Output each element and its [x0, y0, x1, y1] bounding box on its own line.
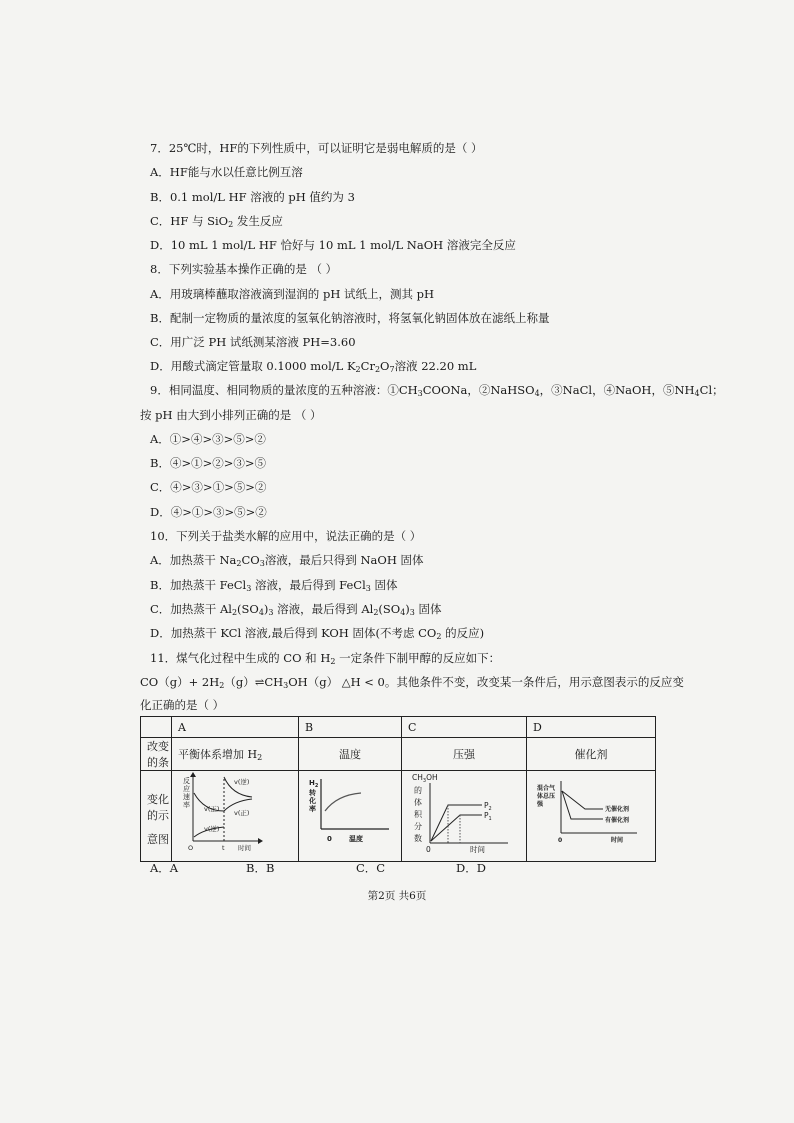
- ylabel-sub: 2: [314, 783, 319, 789]
- label-no-catalyst: 无催化剂: [605, 806, 630, 813]
- text: ): [405, 602, 410, 616]
- sub: 2: [231, 608, 238, 617]
- q9-stem-2: 按 pH 由大到小排列正确的是 （ ）: [140, 408, 322, 422]
- choice-a: A．A: [150, 861, 179, 875]
- sub: 7: [389, 365, 395, 374]
- label-v-fwd: v(正): [204, 805, 220, 813]
- t-label: t: [222, 844, 225, 852]
- text: C．HF 与 SiO: [150, 214, 229, 228]
- q10-option-b: [150, 578, 398, 592]
- graph-c: [408, 771, 526, 858]
- graph-a: [178, 771, 298, 858]
- row-label: [141, 771, 172, 862]
- p1-sub: 1: [488, 816, 492, 822]
- sub: 4: [694, 389, 700, 398]
- text: 的反应): [441, 626, 485, 640]
- table-row: [141, 771, 656, 862]
- q11-stem: [150, 651, 500, 665]
- text: 溶液，最后得到 FeCl: [251, 578, 366, 592]
- curve-no-catalyst: [562, 791, 603, 809]
- text: 平衡体系增加 H: [178, 748, 258, 761]
- q7-option-b: B．0.1 mol/L HF 溶液的 pH 值约为 3: [150, 190, 355, 204]
- title-post: OH: [426, 773, 438, 782]
- cond-c: 压强: [402, 738, 527, 771]
- text: COONa，②NaHSO: [422, 383, 535, 397]
- table-cell: [141, 717, 172, 738]
- ylabel-char: 的: [414, 786, 422, 795]
- p1-label: [484, 811, 492, 822]
- q7-stem: 7．25℃时，HF的下列性质中，可以证明它是弱电解质的是（ ）: [150, 141, 483, 155]
- q11-equation: [140, 675, 684, 689]
- graph-b-cell: [299, 771, 402, 862]
- q9-stem: [150, 383, 724, 397]
- sub: 4: [534, 389, 540, 398]
- origin-label: 0: [327, 835, 332, 843]
- ylabel-line: 混合气: [537, 785, 556, 792]
- q8-stem: 8．下列实验基本操作正确的是 （ ）: [150, 262, 338, 276]
- choice-b: B．B: [246, 861, 275, 875]
- graph-b: [305, 771, 401, 858]
- q9-option-b: B．④>①>②>③>⑤: [150, 456, 266, 470]
- q7-option-c: [150, 214, 283, 228]
- title: [412, 773, 438, 784]
- graph-d: [533, 771, 655, 858]
- ylabel-char: 体: [414, 798, 422, 807]
- graph-a-cell: [172, 771, 299, 862]
- text: 一定条件下制甲醇的反应如下：: [335, 651, 501, 665]
- table-row: [141, 738, 656, 771]
- ylabel-h: H: [309, 779, 315, 787]
- sub: 3: [268, 608, 274, 617]
- ylabel-char: 化: [309, 797, 316, 805]
- text: CO: [241, 553, 260, 567]
- ylabel-char: 转: [309, 789, 316, 797]
- table-row: [141, 717, 656, 738]
- text: CO（g）+ 2H: [140, 675, 220, 689]
- p1-pre: P: [484, 811, 489, 820]
- page-footer: 第2页 共6页: [367, 890, 427, 902]
- q8-option-a: A．用玻璃棒蘸取溶液滴到湿润的 pH 试纸上，测其 pH: [150, 287, 435, 301]
- text: 溶液，最后只得到 NaOH 固体: [264, 553, 424, 567]
- q9-option-c: C．④>③>①>⑤>②: [150, 480, 267, 494]
- q8-option-b: B．配制一定物质的量浓度的氢氧化钠溶液时，将氢氧化钠固体放在滤纸上称量: [150, 311, 550, 325]
- curve-p1: [431, 815, 482, 841]
- q7-option-d: D．10 mL 1 mol/L HF 恰好与 10 mL 1 mol/L NaOH 溶液完全反应: [150, 238, 516, 252]
- text: 发生反应: [233, 214, 283, 228]
- sub: 2: [374, 365, 381, 374]
- ylabel-main: [309, 779, 319, 789]
- text: Cl；: [699, 383, 724, 397]
- label-v-inv: v(逆): [204, 825, 220, 833]
- q10-option-c: [150, 602, 442, 616]
- sub: 3: [365, 584, 371, 593]
- sub: 4: [400, 608, 406, 617]
- text: (SO: [378, 602, 401, 616]
- cond-b: 温度: [299, 738, 402, 771]
- text: B．加热蒸干 FeCl: [150, 578, 247, 592]
- q8-option-c: C．用广泛 PH 试纸测某溶液 PH=3.60: [150, 335, 356, 349]
- curve-p2: [431, 805, 482, 841]
- ylabel-char: 反: [183, 777, 190, 785]
- q10-option-d: [150, 626, 484, 640]
- ylabel-char: 速: [183, 793, 190, 801]
- p2-pre: P: [484, 801, 489, 810]
- ylabel-char: 率: [309, 805, 316, 813]
- text: 固体: [370, 578, 398, 592]
- text: 11．煤气化过程中生成的 CO 和 H: [150, 651, 331, 665]
- text: 9．相同温度、相同物质的量浓度的五种溶液：①CH: [150, 383, 418, 397]
- sub: 3: [283, 681, 289, 690]
- text: ): [263, 602, 269, 616]
- q11-stem-3: 化正确的是（ ）: [140, 698, 225, 712]
- graph-d-cell: [527, 771, 656, 862]
- arrow-icon: [258, 838, 263, 844]
- label-v-inv-top: v(逆): [234, 778, 250, 786]
- sub: 2: [257, 753, 263, 762]
- title-pre: CH: [412, 773, 423, 782]
- xlabel: 时间: [470, 845, 485, 854]
- sub: 2: [373, 608, 379, 617]
- table-cell: D: [527, 717, 656, 738]
- label-v-fwd-right: v(正): [234, 809, 250, 817]
- text: OH（g） △H < 0。其他条件不变，改变某一条件后，用示意图表示的反应变: [288, 675, 684, 689]
- table-cell: B: [299, 717, 402, 738]
- ylabel-line: 体总压: [537, 793, 556, 800]
- xlabel: 时间: [611, 837, 624, 844]
- origin-label: 0: [558, 837, 563, 844]
- cond-d: 催化剂: [527, 738, 656, 771]
- sub: 2: [436, 632, 442, 641]
- text: （g）⇌CH: [224, 675, 284, 689]
- row-label: 改变的条: [141, 738, 172, 771]
- q9-option-d: D．④>①>③>⑤>②: [150, 505, 267, 519]
- ylabel-char: 应: [183, 785, 190, 793]
- ylabel-line: 强: [537, 801, 544, 808]
- cond-a: [172, 738, 299, 771]
- text: ，③NaCl，④NaOH，⑤NH: [539, 383, 695, 397]
- text: Cr: [360, 359, 375, 373]
- sub: 2: [219, 681, 225, 690]
- xlabel: 温度: [349, 835, 363, 843]
- sub: 2: [228, 220, 234, 229]
- ylabel-char: 数: [414, 834, 422, 843]
- row-label-line: 变化的示: [147, 793, 169, 822]
- sub: 2: [330, 657, 336, 666]
- sub: 4: [258, 608, 264, 617]
- xlabel: 时间: [238, 844, 251, 852]
- ylabel-char: 分: [414, 822, 422, 831]
- arrow-icon: [190, 772, 196, 777]
- table-cell: C: [402, 717, 527, 738]
- choice-c: C．C: [356, 861, 386, 875]
- q7-option-a: A．HF能与水以任意比例互溶: [150, 165, 303, 179]
- p2-sub: 2: [488, 806, 492, 812]
- text: O: [380, 359, 390, 373]
- title-sub: 3: [422, 778, 427, 784]
- text: 溶液，最后得到 Al: [273, 602, 374, 616]
- text: D．加热蒸干 KCl 溶液,最后得到 KOH 固体(不考虑 CO: [150, 626, 437, 640]
- sub: 2: [355, 365, 361, 374]
- origin-label: 0: [426, 845, 431, 854]
- sub: 3: [259, 559, 265, 568]
- q11-table: [140, 716, 656, 862]
- text: 固体: [414, 602, 442, 616]
- q8-option-d: [150, 359, 476, 373]
- text: A．加热蒸干 Na: [150, 553, 237, 567]
- sub: 3: [409, 608, 415, 617]
- graph-c-cell: [402, 771, 527, 862]
- text: D．用酸式滴定管量取 0.1000 mol/L K: [150, 359, 356, 373]
- sub: 2: [236, 559, 242, 568]
- q10-stem: 10．下列关于盐类水解的应用中，说法正确的是（ ）: [150, 529, 422, 543]
- row-label-line: 意图: [147, 833, 169, 846]
- choice-d: D．D: [456, 861, 486, 875]
- text: 溶液 22.20 mL: [394, 359, 477, 373]
- ylabel-char: 积: [414, 810, 422, 819]
- origin-label: O: [188, 844, 194, 852]
- text: (SO: [237, 602, 259, 616]
- sub: 3: [246, 584, 252, 593]
- label-catalyst: 有催化剂: [605, 817, 630, 824]
- text: C．加热蒸干 Al: [150, 602, 232, 616]
- table-cell: A: [172, 717, 299, 738]
- q10-option-a: [150, 553, 424, 567]
- curve-conversion: [325, 793, 361, 811]
- sub: 3: [417, 389, 423, 398]
- ylabel-char: 率: [183, 801, 190, 809]
- q9-option-a: A．①>④>③>⑤>②: [150, 432, 266, 446]
